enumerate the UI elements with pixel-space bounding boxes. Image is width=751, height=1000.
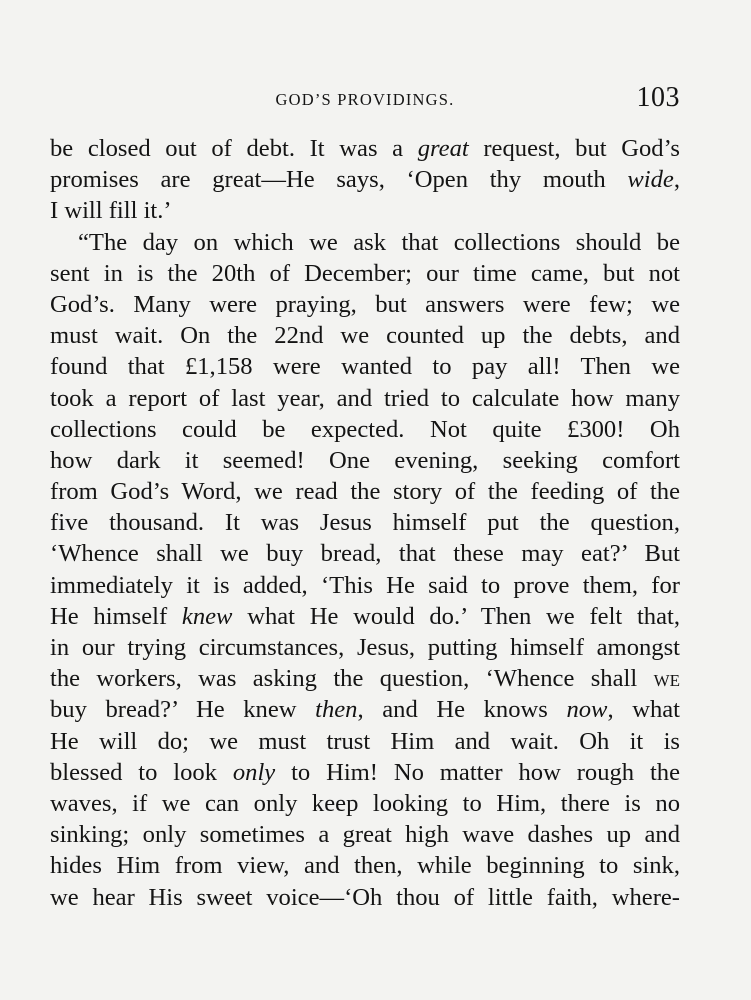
text-line	[50, 227, 680, 258]
body-text	[50, 133, 680, 913]
text-segment: in our trying circumstances, Jesus, putting himself amongst	[50, 634, 680, 661]
text-segment: what He would do.’ Then we felt that,	[232, 602, 680, 630]
text-segment: from God’s Word, we read the story of the feeding of the	[50, 478, 680, 506]
text-line	[50, 757, 680, 788]
text-line	[50, 476, 680, 507]
text-line	[50, 601, 680, 632]
italic-word: great	[417, 135, 469, 162]
text-segment: God’s. Many were praying, but answers were few; we	[50, 290, 680, 318]
text-segment: the workers, was asking the question, ‘Whence shall	[50, 665, 654, 693]
text-segment: immediately it is added, ‘This He said to prove them, for	[50, 571, 680, 599]
paragraph	[50, 227, 680, 913]
text-segment: promises are great—He says, ‘Open thy mouth	[50, 166, 628, 194]
text-segment: , what	[607, 696, 680, 724]
text-segment: request, but God’s	[468, 135, 680, 162]
italic-word: wide	[627, 166, 674, 194]
text-segment: took a report of last year, and tried to calculate how many	[50, 384, 680, 412]
text-line	[50, 507, 680, 538]
italic-word: only	[232, 758, 276, 786]
small-caps-word: we	[653, 665, 680, 693]
text-segment: be closed out of debt. It was a	[50, 135, 418, 162]
page-number: 103	[636, 82, 680, 113]
text-line	[50, 570, 680, 601]
text-line	[50, 850, 680, 881]
text-segment: ‘Whence shall we buy bread, that these may eat?’ But	[50, 540, 680, 568]
text-line	[50, 195, 680, 226]
text-line	[50, 289, 680, 320]
text-segment: collections could be expected. Not quite £300! Oh	[50, 415, 680, 443]
text-line	[50, 819, 680, 850]
text-line	[50, 632, 680, 663]
text-line	[50, 258, 680, 289]
text-segment: to Him! No matter how rough the	[275, 758, 680, 786]
italic-word: now	[566, 696, 608, 724]
text-segment: we hear His sweet voice—‘Oh thou of little faith, where-	[50, 883, 680, 911]
text-line	[50, 164, 680, 195]
running-title: GOD’S PROVIDINGS.	[275, 90, 455, 109]
text-segment: , and He knows	[357, 696, 567, 724]
text-line	[50, 133, 680, 164]
text-line	[50, 726, 680, 757]
text-segment: He himself	[50, 602, 182, 630]
text-line	[50, 788, 680, 819]
text-segment: He will do; we must trust Him and wait. Oh it is	[50, 727, 680, 755]
text-line	[50, 694, 680, 725]
text-segment: found that £1,158 were wanted to pay all! Then we	[50, 353, 680, 381]
text-segment: “The day on which we ask that collections should be	[78, 228, 680, 256]
text-line	[50, 882, 680, 913]
text-segment: sent in is the 20th of December; our time came, but not	[50, 259, 680, 287]
text-segment: blessed to look	[50, 758, 233, 786]
italic-word: knew	[181, 602, 233, 630]
running-head	[50, 82, 680, 118]
text-segment: buy bread?’ He knew	[50, 696, 316, 724]
paragraph	[50, 133, 680, 227]
text-line	[50, 538, 680, 569]
text-line	[50, 445, 680, 476]
text-segment: how dark it seemed! One evening, seeking comfort	[50, 446, 680, 474]
text-segment: must wait. On the 22nd we counted up the debts, and	[50, 322, 680, 350]
text-segment: hides Him from view, and then, while beginning to sink,	[50, 852, 680, 880]
text-line	[50, 383, 680, 414]
text-line	[50, 320, 680, 351]
text-segment: I will fill it.’	[50, 197, 172, 225]
text-line	[50, 663, 680, 694]
text-segment: waves, if we can only keep looking to Him, there is no	[50, 789, 680, 817]
text-segment: five thousand. It was Jesus himself put the question,	[50, 509, 680, 537]
text-line	[50, 351, 680, 382]
text-segment: ,	[673, 166, 680, 194]
italic-word: then	[315, 696, 358, 724]
text-segment: sinking; only sometimes a great high wave dashes up and	[50, 821, 680, 849]
text-line	[50, 414, 680, 445]
